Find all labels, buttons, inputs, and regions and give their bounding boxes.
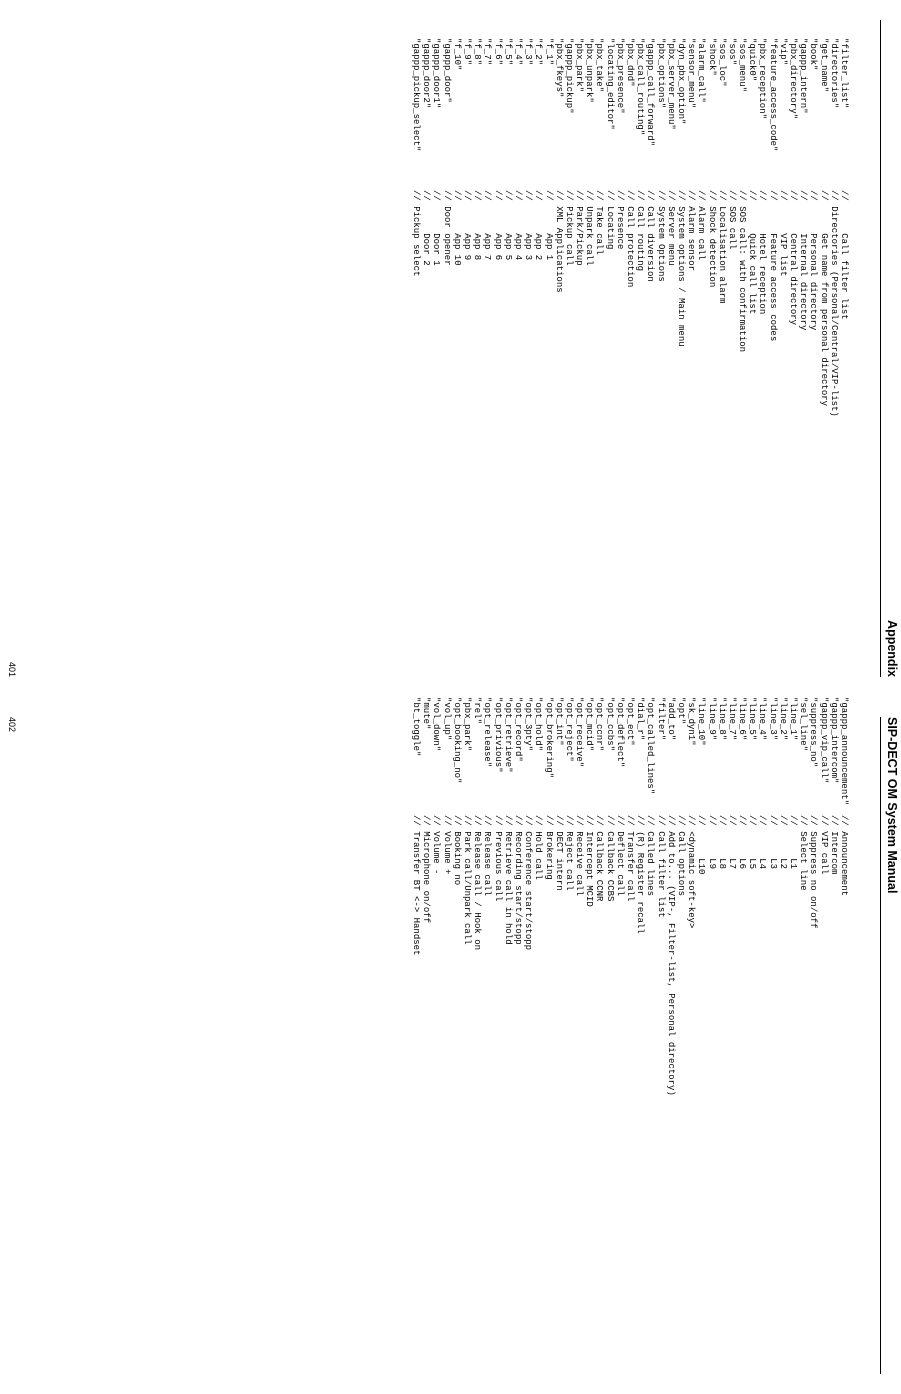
menu-key: "locating_editor" [604,38,615,130]
menu-key: "sk_dyn1" [686,697,697,746]
menu-key: "pbx_server_menu" [665,38,676,130]
menu-key: "opt_called_lines" [645,697,656,795]
header-rule [880,20,881,677]
menu-key: "pbx_dnd" [625,38,636,87]
menu-comment: // L9 [706,815,717,870]
code-row [564,697,574,1394]
code-row [615,697,625,1394]
menu-comment: // VIP call [818,815,829,875]
menu-key: "f_4" [513,38,523,66]
menu-comment: // App 1 [543,190,554,261]
menu-comment: // L7 [726,815,737,870]
menu-comment: // Call filter list [839,190,849,320]
menu-key: "bt_toggle" [411,697,422,757]
menu-comment: // Call diversion [645,190,656,282]
menu-comment: // Release call [482,815,493,897]
code-row [808,0,818,697]
menu-key: "line_8" [716,697,727,741]
menu-comment: // L10 [696,815,707,875]
code-row [696,0,706,697]
code-row [727,0,737,697]
code-row [778,697,788,1394]
menu-key: "pbx_options" [655,38,666,109]
menu-comment: // System options / Main menu [676,190,686,347]
menu-comment: // Callback CCNR [594,815,605,902]
menu-key: "pbx_park" [462,697,473,752]
menu-comment: // Deflect call [614,815,625,897]
menu-comment: // Volume + [441,815,452,875]
menu-comment: // Previous call [492,815,503,902]
menu-comment: // Door opener [441,190,452,266]
menu-key: "f_1" [543,38,554,66]
code-row [747,0,757,697]
menu-key: "sensor_menu" [686,38,697,109]
code-row [492,0,502,697]
menu-comment: // Transfer BT <-> Handset [411,815,422,956]
menu-comment: // L8 [716,815,727,870]
page-402 [0,697,901,1394]
page-402-content [0,697,901,1394]
menu-comment: // Quick call list [747,190,758,315]
menu-comment: // Brokering [543,815,554,880]
menu-key: "filter_list" [839,38,849,109]
menu-key: "line_5" [747,697,758,741]
menu-key: "vol_up" [441,697,452,741]
menu-key: "suppress_no" [808,697,819,768]
page-header-title: Appendix [885,620,899,677]
menu-key: "line_10" [696,697,707,746]
menu-comment: // Called lines [645,815,656,897]
code-row [564,0,574,697]
menu-comment: // Microphone on/off [421,815,432,924]
code-row [411,697,421,1394]
menu-comment: // Internal directory [798,190,809,331]
menu-comment: // SOS call: with confirmation [737,190,748,353]
menu-key: "vip" [777,38,788,66]
menu-comment: // App 6 [492,190,503,261]
code-row [686,0,696,697]
code-row [757,697,767,1394]
code-row [411,0,421,697]
menu-key: "opt_retrieve" [502,697,513,773]
code-row [625,0,635,697]
menu-comment: // VIP list [777,190,788,277]
menu-key: "f_8" [472,38,483,66]
menu-key: "f_7" [482,38,493,66]
code-row [431,0,441,697]
code-row [737,0,747,697]
menu-key: "pbx_park" [574,38,585,93]
code-row [533,697,543,1394]
menu-comment: // Call filter list [655,815,666,918]
menu-key: "gappp_call_forward" [645,38,656,147]
menu-key: "book" [808,38,819,71]
menu-key: "get_name" [818,38,829,93]
menu-key: "opt_reject" [563,697,574,762]
code-row [574,0,584,697]
menu-comment: // Door 1 [431,190,442,266]
code-row [645,697,655,1394]
menu-comment: // App 9 [462,190,473,261]
menu-comment: // Park/Pickup [574,190,585,266]
code-row [574,697,584,1394]
code-row [818,697,828,1394]
code-row [482,697,492,1394]
menu-comment: // App 3 [523,190,534,261]
menu-comment: // XML Applications [553,190,564,293]
menu-key: "pbx_presence" [614,38,625,114]
menu-comment: // Suppress no on/off [808,815,819,929]
menu-comment: // Intercom [828,815,839,875]
menu-key: "gappp_vip_call" [818,697,829,784]
menu-comment: // Localisation alarm [716,190,727,304]
menu-comment: // Locating [604,190,615,250]
menu-comment: // Alarm call [696,190,707,261]
menu-key: "quick0" [747,38,758,82]
code-row [442,697,452,1394]
code-row [676,697,686,1394]
menu-key: "feature_access_code" [767,38,778,152]
menu-key: "gappp_pickup" [563,38,574,114]
code-row [523,697,533,1394]
menu-comment: // App 2 [533,190,544,261]
menu-key: "line_2" [777,697,788,741]
code-row [594,0,604,697]
menu-key: "opt_ccnr" [594,697,605,752]
code-row [768,697,778,1394]
menu-key: "pbx_reception" [757,38,768,120]
code-row [655,0,665,697]
menu-key: "filter" [655,697,666,741]
menu-comment: // Presence [614,190,625,250]
menu-key: "sos" [726,38,737,66]
menu-key: "opt_3pty" [523,697,534,752]
code-row [798,0,808,697]
menu-comment: // Shock detection [706,190,717,288]
menu-key: "opt_privious" [492,697,503,773]
menu-key: "f_3" [523,38,534,66]
code-row [798,697,808,1394]
menu-comment: // Door 2 [421,190,432,266]
code-row [717,697,727,1394]
menu-key: "gappp_intercom" [828,697,839,784]
menu-comment: // Booking no [451,815,462,886]
menu-key: "mute" [421,697,432,730]
menu-comment: // Take call [594,190,605,255]
page-header-title: SIP-DECT OM System Manual [885,717,899,894]
menu-key: "opt_ect" [625,697,636,746]
code-row [503,697,513,1394]
code-row [706,697,716,1394]
menu-comment: // Call routing [635,190,646,272]
code-row [635,697,645,1394]
menu-key: "opt_brokering" [543,697,554,779]
menu-comment: // Hold call [533,815,544,880]
menu-comment: // Announcement [839,815,849,897]
menu-comment: // Central directory [788,190,799,326]
code-row [554,0,564,697]
code-row [808,697,818,1394]
menu-key: "gappp_pickup_select" [411,38,422,152]
menu-key: "opt_ccbs" [604,697,615,752]
menu-comment: // Alarm sensor [686,190,697,272]
menu-key: "gappp_door2" [421,38,432,109]
code-row [452,0,462,697]
menu-key: "line_9" [706,697,717,741]
menu-comment: // Pickup call [563,190,574,266]
code-row [513,697,523,1394]
menu-key: "opt" [676,697,686,725]
menu-key: "line_3" [767,697,778,741]
menu-key: "gappp_announcement" [839,697,849,806]
menu-comment: // App 10 [451,190,462,266]
code-row [829,0,839,697]
code-row [686,697,696,1394]
menu-comment: // Pickup select [411,190,422,277]
menu-comment: // Conference start/stopp [523,815,534,951]
menu-comment: // App 8 [472,190,483,261]
code-row [696,697,706,1394]
menu-key: "alarm_call" [696,38,707,103]
code-listing [411,0,849,697]
code-row [482,0,492,697]
menu-comment: // L5 [747,815,758,870]
menu-comment: // L2 [777,815,788,870]
menu-comment: // Get name from personal directory [818,190,829,407]
menu-comment: // DECT intern [553,815,564,891]
code-row [778,0,788,697]
menu-key: "sos_loc" [716,38,727,87]
menu-key: "f_5" [502,38,513,66]
code-row [472,0,482,697]
code-row [625,697,635,1394]
menu-comment: // Server menu [665,190,676,266]
code-row [676,0,686,697]
code-row [829,697,839,1394]
menu-key: "f_6" [492,38,503,66]
code-row [737,697,747,1394]
code-row [462,0,472,697]
code-row [666,0,676,697]
menu-key: "pbx_fkeys" [553,38,564,98]
code-row [706,0,716,697]
menu-key: "pbx_unpark" [584,38,595,103]
menu-comment: // Personal directory [808,190,819,331]
menu-comment: // Retrieve call in hold [502,815,513,945]
menu-comment: // Unpark call [584,190,595,266]
code-row [462,697,472,1394]
menu-key: "pbx_directory" [788,38,799,120]
menu-comment: // System Options [655,190,666,282]
menu-comment: // App 7 [482,190,493,261]
code-row [594,697,604,1394]
code-row [452,697,462,1394]
code-row [747,697,757,1394]
menu-comment: // Intercept MCID [584,815,595,907]
code-row [788,0,798,697]
code-row [523,0,533,697]
menu-comment: // App 5 [502,190,513,261]
code-row [492,697,502,1394]
menu-comment: // Directories (Personal/Central/VIP-list) [828,190,839,417]
menu-key: "f_2" [533,38,544,66]
code-row [533,0,543,697]
menu-key: "dyn_pbx_option" [676,38,686,125]
menu-comment: // (R) Register recall [635,815,646,934]
code-row [768,0,778,697]
header-rule [880,717,881,1374]
menu-comment: // L1 [788,815,799,870]
menu-key: "add_to" [665,697,676,741]
menu-comment: // Feature access codes [767,190,778,342]
menu-comment: // SOS call [726,190,737,250]
code-row [839,0,849,697]
menu-comment: // Select line [798,815,809,891]
menu-comment: // Receive call [574,815,585,897]
code-listing [411,697,849,1394]
menu-key: "gappp_door" [441,38,452,103]
code-row [635,0,645,697]
menu-comment: // Volume - [431,815,442,875]
menu-key: "pbx_take" [594,38,605,93]
menu-key: "f_10" [451,38,462,71]
code-row [543,697,553,1394]
code-row [788,697,798,1394]
menu-key: "opt_booking_no" [451,697,462,784]
code-row [615,0,625,697]
page-number: 402 [7,717,17,733]
menu-key: "sel_line" [798,697,809,752]
menu-comment: // Hotel reception [757,190,768,315]
code-row [666,697,676,1394]
menu-key: "opt_release" [482,697,493,768]
code-row [655,697,665,1394]
menu-key: "rel" [472,697,483,725]
menu-key: "opt_int" [553,697,564,746]
menu-key: "opt_hold" [533,697,544,752]
menu-key: "line_4" [757,697,768,741]
menu-comment: // Reject call [563,815,574,891]
code-row [421,697,431,1394]
code-row [605,697,615,1394]
menu-key: "directories" [828,38,839,109]
menu-key: "gappp_door1" [431,38,442,109]
code-row [421,0,431,697]
menu-key: "opt_receive" [574,697,585,768]
menu-key: "opt_deflect" [614,697,625,768]
menu-key: "vol_down" [431,697,442,752]
code-row [584,0,594,697]
code-row [554,697,564,1394]
menu-key: "shock" [706,38,717,76]
menu-comment: // App 4 [513,190,523,261]
menu-key: "sos_menu" [737,38,748,93]
menu-key: "line_6" [737,697,748,741]
menu-key: "opt_record" [513,697,523,762]
menu-comment: // Call options [676,815,686,897]
code-row [605,0,615,697]
code-row [431,697,441,1394]
menu-comment: // Callback CCBS [604,815,615,902]
code-row [757,0,767,697]
page-number: 401 [7,661,17,677]
menu-key: "line_7" [726,697,737,741]
menu-key: "opt_mcid" [584,697,595,752]
code-row [543,0,553,697]
menu-key: "pbx_call_routing" [635,38,646,136]
menu-comment: // Park call/Unpark call [462,815,473,945]
code-row [584,697,594,1394]
menu-key: "f_9" [462,38,473,66]
code-row [818,0,828,697]
menu-key: "dial_r" [635,697,646,741]
menu-comment: // L3 [767,815,778,870]
code-row [472,697,482,1394]
menu-comment: // Transfer call [625,815,636,902]
code-row [645,0,655,697]
menu-comment: // L4 [757,815,768,870]
menu-comment: // <dynamic soft-key> [686,815,697,929]
menu-comment: // Release call / Hook on [472,815,483,951]
code-row [442,0,452,697]
menu-comment: // L6 [737,815,748,870]
code-row [503,0,513,697]
menu-comment: // Recording start/stopp [513,815,523,945]
menu-comment: // Call protection [625,190,636,288]
code-row [839,697,849,1394]
menu-key: "gappp_intern" [798,38,809,114]
code-row [513,0,523,697]
menu-key: "line_1" [788,697,799,741]
code-row [717,0,727,697]
code-row [727,697,737,1394]
menu-comment: // Add to... (VIP-, Filter-list, Personal directory) [665,815,676,1096]
